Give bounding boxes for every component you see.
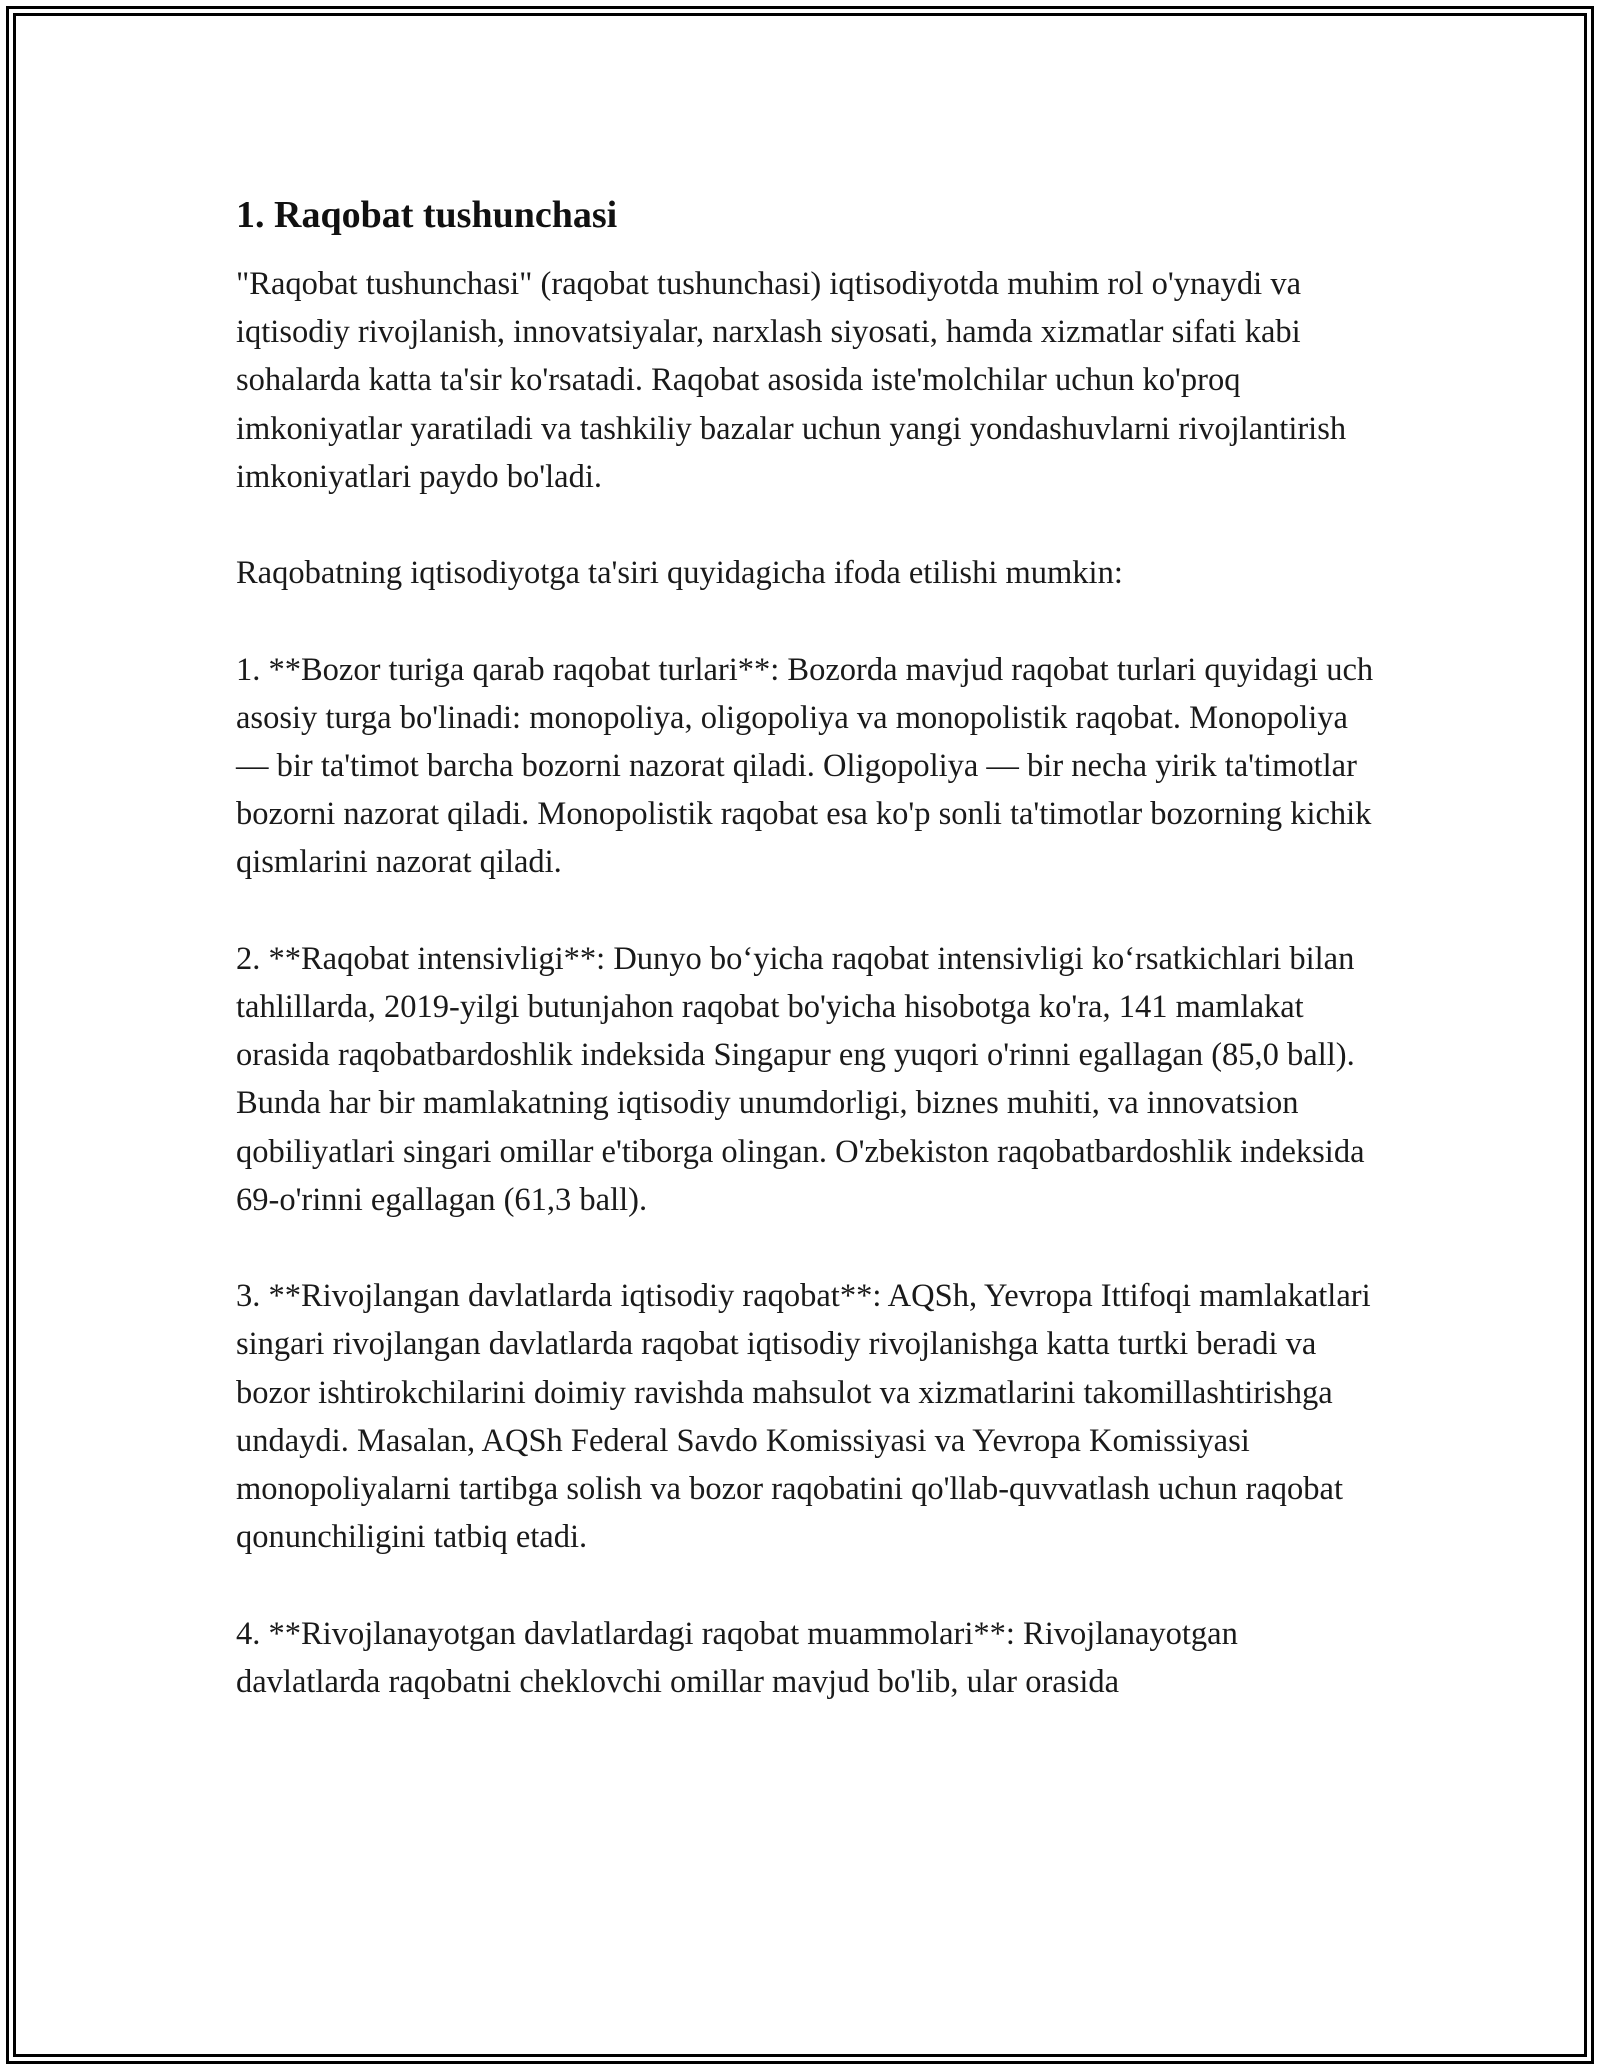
intro-paragraph: "Raqobat tushunchasi" (raqobat tushunchasi) iqtisodiyotda muhim rol o'ynaydi va iqtisodiy rivojlanish, innovatsiyalar, narxlash siyosati, hamda xizmatlar sifati kabi sohalarda katta ta'sir ko'rsatadi. Raqobat asosida iste'molchilar uchun ko'proq imkoniyatlar yaratiladi va tashkiliy bazalar uchun yangi yondashuvlarni rivojlantirish imkoniyatlari paydo bo'ladi. (236, 266, 1347, 495)
list-item-competition-intensity: 2. **Raqobat intensivligi**: Dunyo bo‘yicha raqobat intensivligi ko‘rsatkichlari bilan tahlillarda, 2019-yilgi butunjahon raqobat bo'yicha hisobotga ko'ra, 141 mamlakat orasida raqobatbardoshlik indeksida Singapur eng yuqori o'rinni egallagan (85,0 ball). Bunda har bir mamlakatning iqtisodiy unumdorligi, biznes muhiti, va innovatsion qobiliyatlari singari omillar e'tiborga olingan. O'zbekiston raqobatbardoshlik indeksida 69-o'rinni egallagan (61,3 ball). (236, 940, 1365, 1218)
lead-in-paragraph: Raqobatning iqtisodiyotga ta'siri quyidagicha ifoda etilishi mumkin: (236, 555, 1123, 592)
list-item-market-types: 1. **Bozor turiga qarab raqobat turlari**: Bozorda mavjud raqobat turlari quyidagi uch asosiy turga bo'linadi: monopoliya, oligopoliya va monopolistik raqobat. Monopoliya — bir ta'timot barcha bozorni nazorat qiladi. Oligopoliya — bir necha yirik ta'timotlar bozorni nazorat qiladi. Monopolistik raqobat esa ko'p sonli ta'timotlar bozorning kichik qismlarini nazorat qiladi. (236, 651, 1374, 881)
list-item-developed-countries: 3. **Rivojlangan davlatlarda iqtisodiy raqobat**: AQSh, Yevropa Ittifoqi mamlakatlari singari rivojlangan davlatlarda raqobat iqtisodiy rivojlanishga katta turtki beradi va bozor ishtirokchilarini doimiy ravishda mahsulot va xizmatlarini takomillashtirishga undaydi. Masalan, AQSh Federal Savdo Komissiyasi va Yevropa Komissiyasi monopoliyalarni tartibga solish va bozor raqobatini qo'llab-quvvatlash uchun raqobat qonunchiligini tatbiq etadi. (236, 1278, 1371, 1556)
section-heading: 1. Raqobat tushunchasi (236, 194, 618, 236)
document-body (236, 185, 1386, 1706)
list-item-developing-countries: 4. **Rivojlanayotgan davlatlardagi raqobat muammolari**: Rivojlanayotgan davlatlarda raqobatni cheklovchi omillar mavjud bo'lib, ular orasida (236, 1615, 1238, 1700)
